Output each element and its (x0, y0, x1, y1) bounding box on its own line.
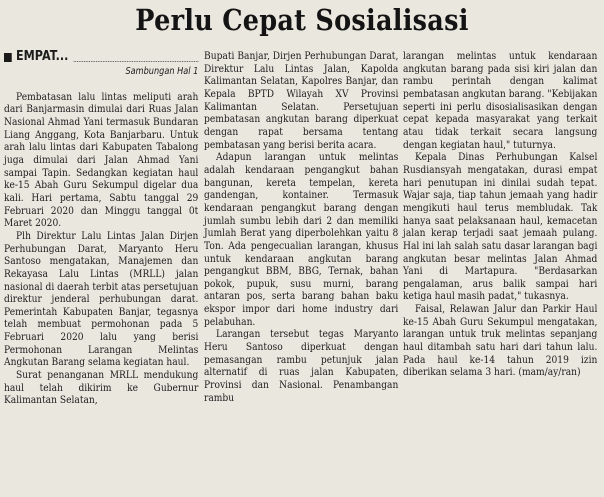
dotted-rule (74, 53, 199, 62)
square-bullet-icon (4, 53, 12, 62)
paragraph: Pembatasan lalu lintas meliputi arah dari Banjarmasin dimulai dari Ruas Jalan Nasional Ahmad Yani termasuk Bundaran Liang Anggang, Kota Banjarbaru. Untuk arah lalu lintas dari Kabupaten Tabalong juga dimulai dari Jalan Ahmad Yani sampai Tapin. Sedangkan kegiatan haul ke-15 Abah Guru Sekumpul digelar dua kali. Hari pertama, Sabtu tanggal 29 Februari 2020 dan Minggu tanggal 0t Maret 2020. (4, 90, 199, 230)
section-kicker (4, 50, 198, 64)
paragraph: larangan melintas untuk kendaraan angkutan barang pada sisi kiri jalan dan rambu perintah dengan kalimat pembatasan angkutan barang. "Kebijakan seperti ini perlu disosialisasikan dengan cepat kepada masyarakat yang terkait atau tidak terkait secara langsung dengan kegiatan haul," tuturnya. (403, 50, 598, 151)
column-3 (403, 50, 598, 379)
column-1 (4, 48, 199, 407)
headline: Perlu Cepat Sosialisasi (135, 3, 469, 37)
paragraph: Bupati Banjar, Dirjen Perhubungan Darat, Direktur Lalu Lintas Jalan, Kapolda Kalimantan Selatan, Kapolres Banjar, dan Kepala BPTD Wilayah XV Provinsi Kalimantan Selatan. Persetujuan pembatasan angkutan barang diperkuat dengan rapat bersama tentang pembatasan yang berisi berita acara. (204, 50, 399, 151)
paragraph: Faisal, Relawan Jalur dan Parkir Haul ke-15 Abah Guru Sekumpul mengatakan, larangan untuk truk melintas sepanjang haul ditambah satu hari dari tahun lalu. Pada haul ke-14 tahun 2019 izin diberikan selama 3 hari. (mam/ay/ran) (403, 303, 598, 379)
continued-from: Sambungan Hal 1 (125, 66, 199, 77)
paragraph: Kepala Dinas Perhubungan Kalsel Rusdiansyah mengatakan, durasi empat hari penutupan ini dinilai sudah tepat. Wajar saja, tiap tahun jemaah yang hadir mengikuti haul terus membludak. Tak hanya saat pelaksanaan haul, kemacetan jalan kerap terjadi saat jemaah pulang. Hal ini lah salah satu dasar larangan bagi angkutan besar melintas Jalan Ahmad Yani di Martapura. "Berdasarkan pengalaman, arus balik sampai hari ketiga haul masih padat," tukasnya. (403, 151, 598, 303)
paragraph: Larangan tersebut tegas Maryanto Heru Santoso diperkuat dengan pemasangan rambu petunjuk jalan alternatif di ruas jalan Kabupaten, Provinsi dan Nasional. Penambangan rambu (204, 328, 399, 404)
paragraph: Adapun larangan untuk melintas adalah kendaraan pengangkut bahan bangunan, kereta tempelan, kereta gandengan, kontainer. Termasuk kendaraan pengangkut barang dengan jumlah sumbu lebih dari 2 dan memiliki Jumlah Berat yang diperbolehkan yaitu 8 Ton. Ada pengecualian larangan, khusus untuk kendaraan angkutan barang pengangkut BBM, BBG, Ternak, bahan pokok, pupuk, susu murni, barang antaran pos, serta barang bahan baku ekspor impor dari home industry dari pelabuhan. (204, 151, 399, 328)
kicker-label: EMPAT... (16, 49, 69, 64)
paragraph: Surat penanganan MRLL mendukung haul telah dikirim ke Gubernur Kalimantan Selatan, (4, 369, 199, 407)
column-2 (204, 50, 399, 404)
paragraph: Plh Direktur Lalu Lintas Jalan Dirjen Perhubungan Darat, Maryanto Heru Santoso mengatakan, Manajemen dan Rekayasa Lalu Lintas (MRLL) jalan nasional di daerah terbit atas persetujuan direktur jenderal perhubungan darat. Pemerintah Kabupaten Banjar, tegasnya telah membuat permohonan pada 5 Februari 2020 lalu yang berisi Permohonan Larangan Melintas Angkutan Barang selama kegiatan haul. (4, 229, 199, 369)
